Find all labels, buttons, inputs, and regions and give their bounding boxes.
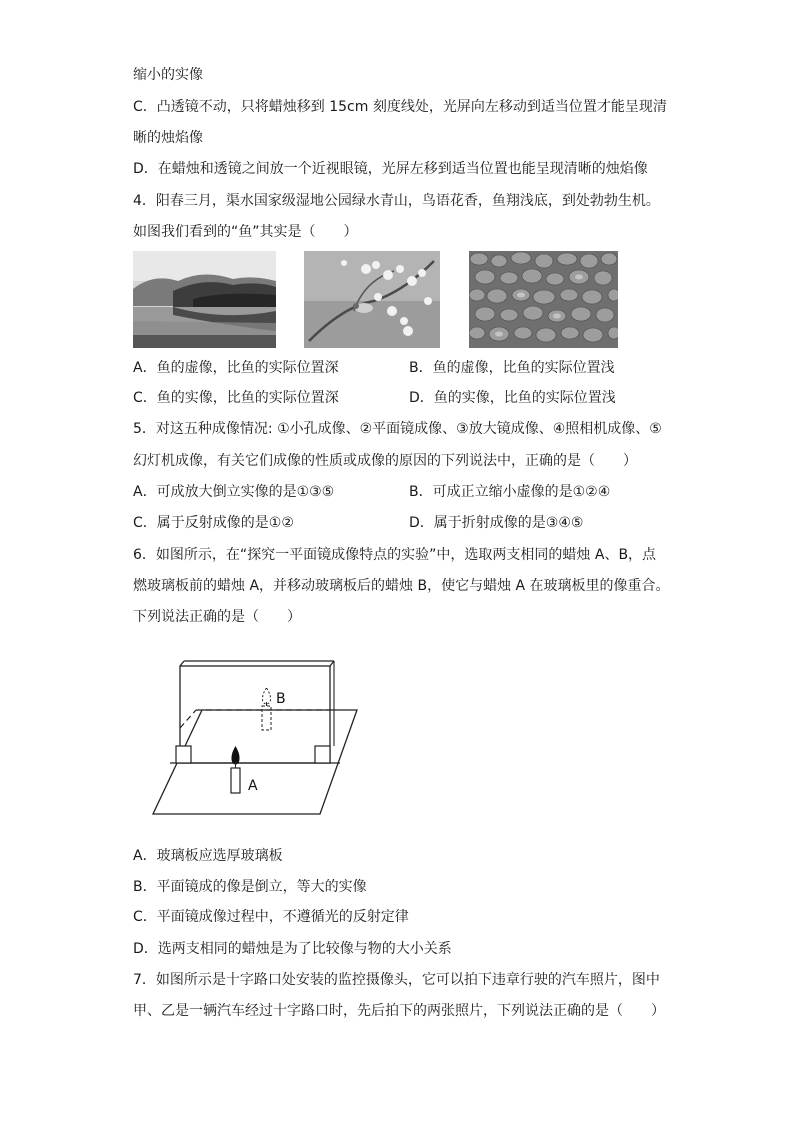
- option-b: B．可成正立缩小虚像的是①②④: [409, 484, 611, 500]
- candle-a-label: A: [248, 778, 258, 794]
- question-5-stem: 幻灯机成像，有关它们成像的性质或成像的原因的下列说法中，正确的是（ ）: [133, 453, 637, 469]
- option-d: D．选两支相同的蜡烛是为了比较像与物的大小关系: [133, 941, 452, 957]
- question-4-stem: 4．阳春三月，渠水国家级湿地公园绿水青山，鸟语花香，鱼翔浅底，到处勃勃生机。: [133, 193, 660, 209]
- option-d: D．鱼的实像，比鱼的实际位置浅: [409, 390, 616, 406]
- option-a: A．玻璃板应选厚玻璃板: [133, 848, 283, 864]
- candle-b-label: B: [276, 691, 286, 707]
- question-7-stem: 甲、乙是一辆汽车经过十字路口时，先后拍下的两张照片，下列说法正确的是（ ）: [133, 1003, 665, 1019]
- question-6-stem: 6．如图所示，在“探究一平面镜成像特点的实验”中，选取两支相同的蜡烛 A、B，点: [133, 547, 657, 563]
- option-d: D．属于折射成像的是③④⑤: [409, 515, 584, 531]
- text-line: 晰的烛焰像: [133, 130, 203, 146]
- pebbles-photo: [469, 251, 618, 348]
- option-b: B．鱼的虚像，比鱼的实际位置浅: [409, 360, 615, 376]
- text-line: D．在蜡烛和透镜之间放一个近视眼镜，光屏左移到适当位置也能呈现清晰的烛焰像: [133, 161, 648, 177]
- plane-mirror-diagram: [150, 654, 362, 818]
- question-6-stem: 下列说法正确的是（ ）: [133, 609, 301, 625]
- text-line: 缩小的实像: [133, 67, 203, 83]
- option-c: C．属于反射成像的是①②: [133, 515, 294, 531]
- question-7-stem: 7．如图所示是十字路口处安装的监控摄像头，它可以拍下违章行驶的汽车照片，图中: [133, 972, 660, 988]
- option-a: A．可成放大倒立实像的是①③⑤: [133, 484, 335, 500]
- question-6-stem: 燃玻璃板前的蜡烛 A，并移动玻璃板后的蜡烛 B，使它与蜡烛 A 在玻璃板里的像重合。: [133, 578, 670, 594]
- text-line: C．凸透镜不动，只将蜡烛移到 15cm 刻度线处，光屏向左移动到适当位置才能呈现清: [133, 99, 667, 115]
- option-c: C．鱼的实像，比鱼的实际位置深: [133, 390, 339, 406]
- question-5-stem: 5．对这五种成像情况: ①小孔成像、②平面镜成像、③放大镜成像、④照相机成像、⑤: [133, 421, 662, 437]
- option-c: C．平面镜成像过程中，不遵循光的反射定律: [133, 909, 409, 925]
- blossom-bird-photo: [304, 251, 440, 348]
- option-b: B．平面镜成的像是倒立，等大的实像: [133, 879, 367, 895]
- option-a: A．鱼的虚像，比鱼的实际位置深: [133, 360, 339, 376]
- question-4-stem: 如图我们看到的“鱼”其实是（ ）: [133, 224, 358, 240]
- lake-photo: [133, 251, 276, 348]
